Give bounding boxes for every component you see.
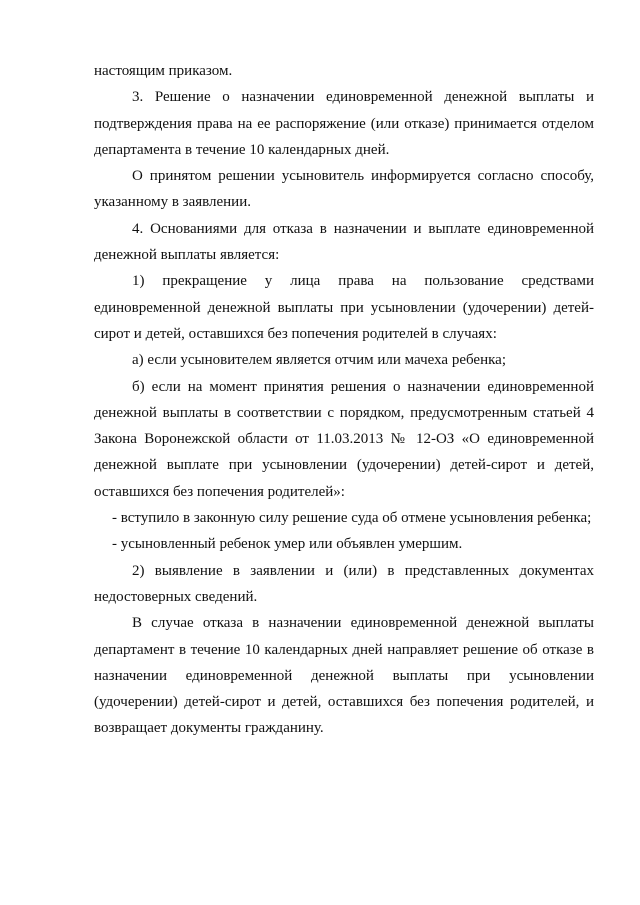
paragraph-item-3: 3. Решение о назначении единовременной денежной выплаты и подтверждения права на ее распоряжение (или отказе) принимается отделом департамента в течение 10 календарных дней. (94, 89, 594, 158)
paragraph-item-4: 4. Основаниями для отказа в назначении и выплате единовременной денежной выплаты является: (94, 220, 594, 264)
document-page (94, 58, 594, 742)
paragraph-subitem-2: 2) выявление в заявлении и (или) в представленных документах недостоверных сведений. (94, 562, 594, 605)
paragraph-subitem-b: б) если на момент принятия решения о назначении единовременной денежной выплаты в соответствии с порядком, предусмотренным статьей 4 Закона Воронежской области от 11.03.2013 № 12-ОЗ «О единовременной денежной выплате при усыновлении (удочерении) детей-сирот и детей, оставшихся без попечения родителей»: (94, 378, 594, 500)
paragraph-subitem-a: а) если усыновителем является отчим или мачеха ребенка; (132, 352, 506, 369)
paragraph-dash-deceased: - усыновленный ребенок умер или объявлен умершим. (112, 536, 463, 553)
paragraph-subitem-1: 1) прекращение у лица права на пользование средствами единовременной денежной выплаты при усыновлении (удочерении) детей-сирот и детей, оставшихся без попечения родителей в случаях: (94, 273, 594, 342)
paragraph-refusal: В случае отказа в назначении единовременной денежной выплаты департамент в течение 10 календарных дней направляет решение об отказе в назначении единовременной денежной выплаты при усыновлении (удочерении) детей-сирот и детей, оставшихся без попечения родителей, и возвращает документы гражданину. (94, 615, 594, 737)
paragraph-notification: О принятом решении усыновитель информируется согласно способу, указанному в заявлении. (94, 168, 594, 211)
paragraph-dash-court: - вступило в законную силу решение суда об отмене усыновления ребенка; (112, 510, 592, 527)
paragraph-continuation: настоящим приказом. (94, 63, 233, 79)
